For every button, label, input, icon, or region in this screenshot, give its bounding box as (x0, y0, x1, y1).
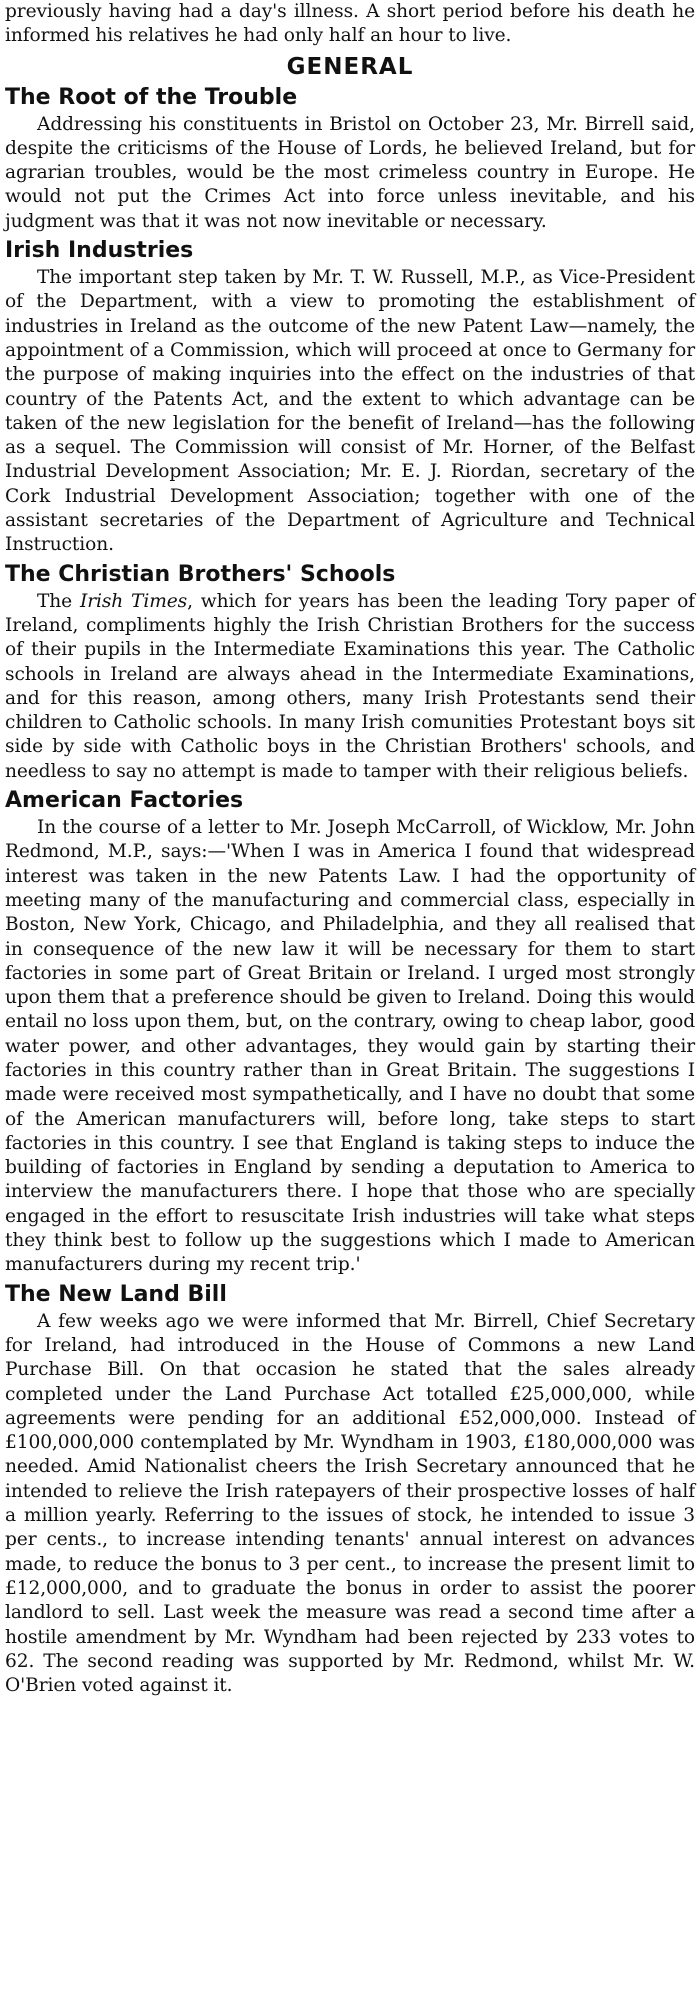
section-american-factories (5, 784, 695, 1278)
section-body: Addressing his constituents in Bristol on October 23, Mr. Birrell said, despite the criticisms of the House of Lords, he believed Ireland, but for agrarian troubles, would be the most crimeless country in Europe. He would not put the Crimes Act into force unless inevitable, and his judgment was that it was not now inevitable or necessary. (5, 113, 695, 232)
section-title: The New Land Bill (5, 1281, 227, 1307)
section-christian-brothers-schools (5, 558, 695, 784)
opening-paragraph: previously having had a day's illness. A short period before his death he informed his relatives he had only half an hour to live. (5, 1, 695, 47)
newspaper-name: Irish Times (79, 590, 188, 612)
section-body: In the course of a letter to Mr. Joseph McCarroll, of Wicklow, Mr. John Redmond, M.P., says:—'When I was in America I found that widespread interest was taken in the new Patents Law. I had the opportunity of meeting many of the manufacturing and commercial class, especially in Boston, New York, Chicago, and Philadelphia, and they all realised that in consequence of the new law it will be necessary for them to start factories in some part of Great Britain or Ireland. I urged most strongly upon them that a preference should be given to Ireland. Doing this would entail no loss upon them, but, on the contrary, owing to cheap labor, good water power, and other advantages, they would gain by starting their factories in this country rather than in Great Britain. The suggestions I made were received most sympathetically, and I have no doubt that some of the American manufacturers will, before long, take steps to start factories in this country. I see that England is taking steps to induce the building of factories in England by sending a deputation to America to interview the manufacturers there. I hope that those who are specially engaged in the effort to resuscitate Irish industries will take what steps they think best to follow up the suggestions which I made to American manufacturers during my recent trip.' (5, 817, 695, 1276)
section-body: A few weeks ago we were informed that Mr. Birrell, Chief Secretary for Ireland, had introduced in the House of Commons a new Land Purchase Bill. On that occasion he stated that the sales already completed under the Land Purchase Act totalled £25,000,000, while agreements were pending for an additional £52,000,000. Instead of £100,000,000 contemplated by Mr. Wyndham in 1903, £180,000,000 was needed. Amid Nationalist cheers the Irish Secretary announced that he intended to relieve the Irish ratepayers of their prospective losses of half a million yearly. Referring to the issues of stock, he intended to issue 3 per cents., to increase intending tenants' annual interest on advances made, to reduce the bonus to 3 per cent., to increase the present limit to £12,000,000, and to graduate the bonus in order to assist the poorer landlord to sell. Last week the measure was read a second time after a hostile amendment by Mr. Wyndham had been rejected by 233 votes to 62. The second reading was supported by Mr. Redmond, whilst Mr. W. O'Brien voted against it. (5, 1310, 695, 1697)
section-title: American Factories (5, 788, 244, 814)
general-heading: GENERAL (286, 53, 414, 80)
section-irish-industries (5, 234, 695, 558)
section-title: The Christian Brothers' Schools (5, 561, 396, 587)
section-title: The Root of the Trouble (5, 84, 298, 110)
body-lead-in: The (37, 590, 80, 612)
section-body: The important step taken by Mr. T. W. Russell, M.P., as Vice-President of the Department, with a view to promoting the establishment of industries in Ireland as the outcome of the new Patent Law—namely, the appointment of a Commission, which will proceed at once to Germany for the purpose of making inquiries into the effect on the industries of that country of the Patents Act, and the extent to which advantage can be taken of the new legislation for the benefit of Ireland—has the following as a sequel. The Commission will consist of Mr. Horner, of the Belfast Industrial Development Association; Mr. E. J. Riordan, secretary of the Cork Industrial Development Association; together with one of the assistant secretaries of the Department of Agriculture and Technical Instruction. (5, 267, 695, 556)
section-title: Irish Industries (5, 238, 194, 264)
newspaper-page (5, 0, 695, 1698)
section-body (5, 590, 695, 784)
section-new-land-bill (5, 1278, 695, 1699)
section-root-of-trouble (5, 81, 695, 234)
body-text: , which for years has been the leading Tory paper of Ireland, compliments highly the Irish Christian Brothers for the success of their pupils in the Intermediate Examinations this year. The Catholic schools in Ireland are always ahead in the Intermediate Examinations, and for this reason, among others, many Irish Protestants send their children to Catholic schools. In many Irish comunities Protestant boys sit side by side with Catholic boys in the Christian Brothers' schools, and needless to say no attempt is made to tamper with their religious beliefs. (5, 590, 695, 782)
